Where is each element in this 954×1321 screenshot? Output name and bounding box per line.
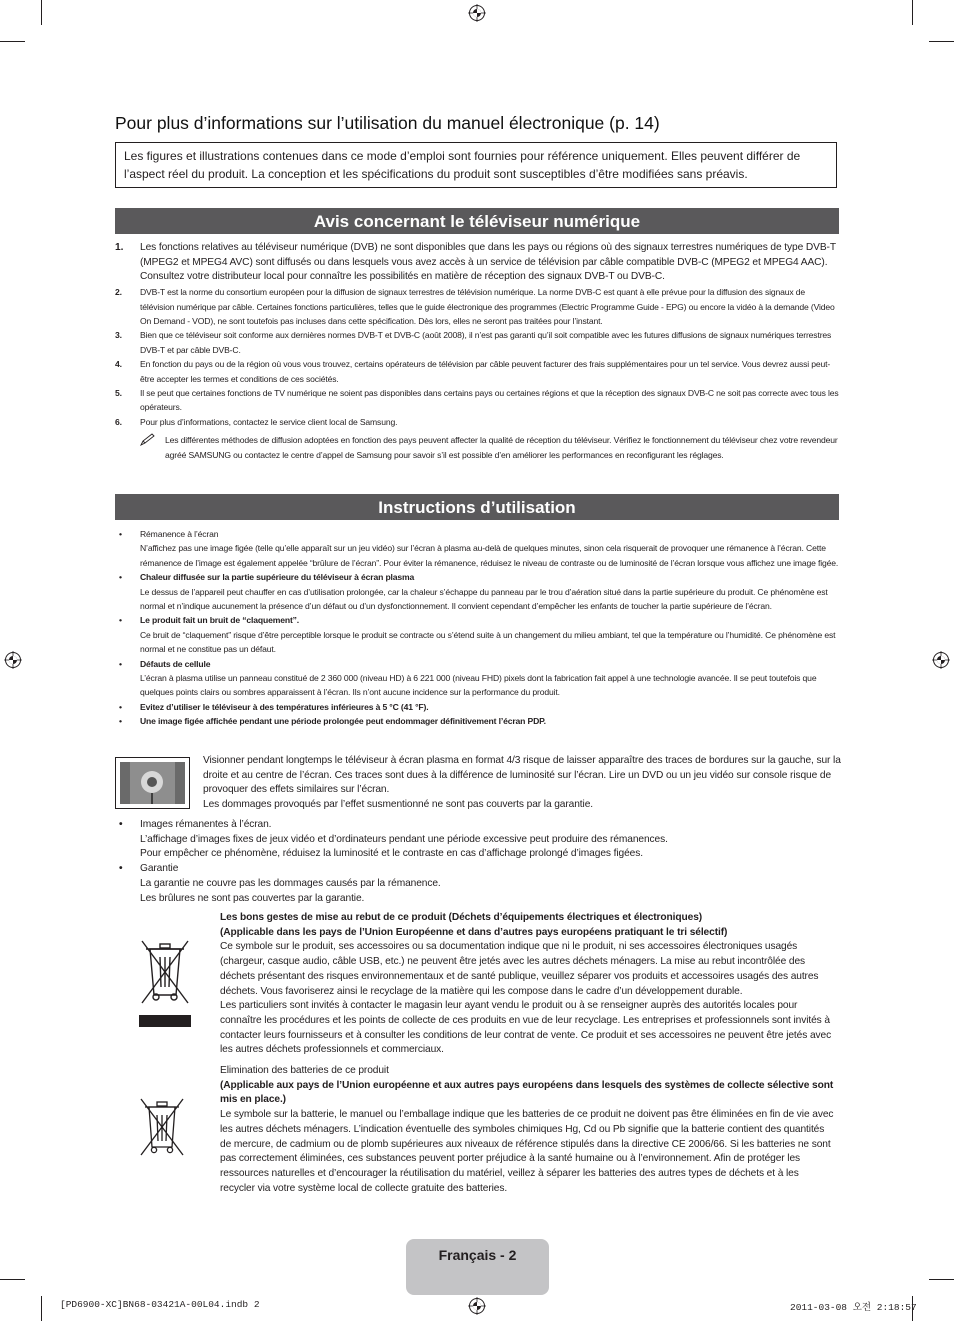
list-item [115,357,839,386]
list-item [115,657,839,700]
crop-mark [929,1279,954,1280]
bullet-text: N’affichez pas une image figée (telle qu’elle apparaît sur un jeu vidéo) sur l’écran à plasma au-delà de quelques minutes, sinon cela risquerait de provoquer une rémanence à l’écran. Cette rémanence de l’image est également appelée “brûlure de l’écran”. Pour éviter la rémanence, réduisez le niveau de contraste ou de luminosité de l’écran lorsque vous affichez une image figée. [140,543,839,568]
tv-screen-image [115,757,190,809]
crop-mark [929,41,954,42]
bullet-icon: • [119,529,122,539]
list-item [115,862,839,906]
disclaimer-box: Les figures et illustrations contenues dans ce mode d’emploi sont fournies pour référence uniquement. Elles peuvent différer de l’aspect réel du produit. La conception et les spécifications du produit sont susceptibles d’être modifiées sans préavis. [115,142,837,188]
bullet-line: L’affichage d’images fixes de jeux vidéo et d’ordinateurs pendant une période excessive peut produire des rémanences. [140,833,668,845]
bullet-title: Chaleur diffusée sur la partie supérieure du téléviseur à écran plasma [140,572,415,583]
digital-tv-notice-list [115,241,839,462]
registration-mark-icon [468,4,486,22]
instructions-bullet-list-2 [115,818,839,906]
battery-subtitle: (Applicable aux pays de l’Union européenne et aux autres pays européens dans lesquels des systèmes de collecte sélective sont mis en place.) [220,1079,834,1106]
bullet-line: Les brûlures ne sont pas couvertes par la garantie. [140,892,365,904]
list-item [115,241,839,285]
registration-mark-icon [932,651,950,669]
list-item [115,285,839,328]
item-number: 5. [115,387,122,398]
bullet-icon: • [119,819,123,830]
weee-text-2: Les particuliers sont invités à contacter le magasin leur ayant vendu le produit ou à se renseigner auprès des autorités locales pour connaître les procédures et les points de collecte de ces produits en vue de leur recyclage. Les entreprises et professionnels sont invités à contacter leurs fournisseurs et à consulter les conditions de leur contrat de vente. Ce produit et ses accessoires ne peuvent être jetés avec les autres déchets professionnels et commerciaux. [220,1000,832,1056]
item-number: 6. [115,416,122,427]
bullet-icon: • [119,701,122,712]
weee-bin-icon [136,935,194,1027]
bullet-icon: • [119,658,122,669]
list-item [115,328,839,357]
list-item [115,714,839,728]
item-text: DVB-T est la norme du consortium européen pour la diffusion de signaux terrestres de télévision numérique. La norme DVB-C est quant à elle prévue pour la diffusion des signaux de télévision numérique par câble. Certaines fonctions particulières, telles que le guide électronique des programmes (Electric Programme Guide - EPG) ou encore la vidéo à la demande (Video On Demand - VOD), ne sont toutefois pas incluses dans cette spécification. Dès lors, elles ne seront pas traitées pour l’instant. [140,287,835,326]
list-item [115,570,839,613]
item-text: Il se peut que certaines fonctions de TV numérique ne soient pas disponibles dans certains pays ou certaines régions et que la réception des signaux DVB-C ne soit pas correcte avec tous les opérateurs. [140,387,839,413]
image-retention-paragraph [203,754,843,813]
bullet-icon: • [119,615,122,626]
battery-disposal-section [220,1064,835,1196]
bullet-title: Défauts de cellule [140,658,211,669]
bullet-title: Garantie [140,863,179,875]
crop-mark [0,1279,25,1280]
bullet-text: Ce bruit de “claquement” risque d’être perceptible lorsque le produit se contracte ou s’étend suite à un changement du milieu ambiant, tel que la température ou l’humidité. Ce phénomène est normal et ne constitue pas un défaut. [140,629,836,655]
retention-text: Visionner pendant longtemps le téléviseur à écran plasma en format 4/3 risque de laisser apparaître des traces de bordures sur la gauche, sur la droite et au centre de l’écran. Ces traces sont dues à la différence de luminosité sur l’écran. Lire un DVD ou un jeu vidéo sur console risque de provoquer des effets similaires sur l’écran. [203,755,841,796]
crop-mark [0,41,25,42]
item-number: 3. [115,330,122,341]
remark-text: Les différentes méthodes de diffusion adoptées en fonction des pays peuvent affecter la qualité de réception du téléviseur. Vérifiez le fonctionnement du téléviseur chez votre revendeur agréé SAMSUNG ou contactez le centre d’appel de Samsung pour savoir s’il est possible d’en améliorer les performances en reconfigurant les réglages. [165,435,838,460]
bullet-icon: • [119,572,122,583]
pencil-note-icon [140,433,156,447]
battery-text: Le symbole sur la batterie, le manuel ou l’emballage indique que les batteries de ce produit ne doivent pas être éliminées en fin de vie avec les autres déchets ménagers. L’indication éventuelle des symboles chimiques Hg, Cd ou Pb signifie que la batterie contient des quantités de mercure, de cadmium ou de plomb supérieures aux niveaux de référence stipulés dans la directive CE 2006/66. Si les batteries ne sont pas correctement éliminées, ces substances peuvent porter préjudice à la santé humaine ou à l’environnement. Afin de protéger les ressources naturelles et d’encourager la réutilisation du matériel, veillez à séparer les batteries des autres types de déchets et à les recycler via votre système local de collecte gratuite des batteries. [220,1109,834,1194]
registration-mark-icon [4,651,22,669]
list-item [115,527,839,570]
page-title: Pour plus d’informations sur l’utilisation du manuel électronique (p. 14) [115,113,660,133]
list-item [115,700,839,714]
bullet-title: Rémanence à l’écran [140,529,219,539]
bullet-title: Images rémanentes à l’écran. [140,819,272,830]
item-text: Les fonctions relatives au téléviseur numérique (DVB) ne sont disponibles que dans les pays ou régions où des signaux terrestres numériques de type DVB-T (MPEG2 et MPEG4 AVC) sont diffusés ou dans lesquels vous avez accès à un service de télévision par câble compatible DVB-C (MPEG2 et MPEG4 AAC). Consultez votre distributeur local pour connaître les possibilités en matière de réception des signaux DVB-T ou DVB-C. [140,242,836,283]
battery-bin-icon [136,1095,188,1160]
item-text: Pour plus d’informations, contactez le service client local de Samsung. [140,416,398,427]
weee-title: Les bons gestes de mise au rebut de ce produit (Déchets d’équipements électriques et électroniques) [220,912,703,923]
crop-mark [41,0,42,25]
item-number: 1. [115,242,124,253]
bullet-text: Le dessus de l’appareil peut chauffer en cas d’utilisation prolongée, car la chaleur s’échappe du panneau par le trou d’aération situé dans la partie supérieure du produit. Ce phénomène est normal et n’indique aucunement la présence d’un défaut ou d’un dysfonctionnement. Il convient cependant d’empêcher les enfants de toucher la partie supérieure de l’écran. [140,586,828,612]
registration-mark-icon [468,1297,486,1315]
bullet-icon: • [119,716,122,727]
bullet-text: L’écran à plasma utilise un panneau constitué de 2 360 000 (niveau HD) à 6 221 000 (niveau FHD) pixels dont la fabrication fait appel à une technologie avancée. Il se peut toutefois que quelques points clairs ou sombres apparaissent à l’écran. Ils n’ont aucune incidence sur la performance du produit. [140,673,817,698]
bullet-line: La garantie ne couvre pas les dommages causés par la rémanence. [140,877,441,889]
item-text: En fonction du pays ou de la région où vous vous trouvez, certains opérateurs de télévision par câble peuvent facturer des frais supplémentaires pour un tel service. Vous devrez aussi peut-être accepter les termes et conditions de ces sociétés. [140,359,831,384]
list-item [115,818,839,862]
item-number: 2. [115,287,122,298]
page-number-tab: Français - 2 [406,1239,549,1295]
bullet-title: Evitez d’utiliser le téléviseur à des températures inférieures à 5 °C (41 °F). [140,701,429,712]
remark-note [115,433,839,462]
warranty-note: Les dommages provoqués par l’effet susmentionné ne sont pas couverts par la garantie. [203,799,593,811]
list-item [115,613,839,656]
bullet-icon: • [119,863,123,875]
battery-title: Elimination des batteries de ce produit [220,1065,389,1076]
weee-subtitle: (Applicable dans les pays de l’Union Européenne et dans d’autres pays européens pratiquant le tri sélectif) [220,926,728,938]
file-slug: [PD6900-XC]BN68-03421A-00L04.indb 2 [60,1299,260,1310]
section-heading-instructions: Instructions d’utilisation [115,494,839,520]
item-number: 4. [115,359,122,370]
weee-text-1: Ce symbole sur le produit, ses accessoires ou sa documentation indique que ni le produit, ni ses accessoires électroniques usagés (chargeur, casque audio, câble USB, etc.) ne peuvent être jetés avec les autres déchets ménagers. La mise au rebut incontrôlée des déchets présentant des risques environnementaux et de santé publique, veuillez séparer vos produits et accessoires usagés des autres déchets. Vous favoriserez ainsi le recyclage de la matière qui les compose dans le cadre d’un développement durable. [220,941,819,997]
weee-disposal-section [220,911,835,1058]
list-item [115,415,839,429]
section-heading-digital-tv: Avis concernant le téléviseur numérique [115,208,839,234]
print-timestamp: 2011-03-08 오전 2:18:57 [790,1302,917,1313]
bullet-line: Pour empêcher ce phénomène, réduisez la luminosité et le contraste en cas d’affichage prolongé d’images figées. [140,848,643,860]
bullet-title: Le produit fait un bruit de “claquement”. [140,615,300,626]
bullet-title: Une image figée affichée pendant une période prolongée peut endommager définitivement l’écran PDP. [140,716,546,727]
list-item [115,386,839,415]
instructions-bullet-list [115,527,839,729]
item-text: Bien que ce téléviseur soit conforme aux dernières normes DVB-T et DVB-C (août 2008), il n’est pas garanti qu’il soit compatible avec les futures diffusions de signaux numériques terrestres DVB-T et par câble DVB-C. [140,330,832,355]
crop-mark [41,1296,42,1321]
crop-mark [912,0,913,25]
